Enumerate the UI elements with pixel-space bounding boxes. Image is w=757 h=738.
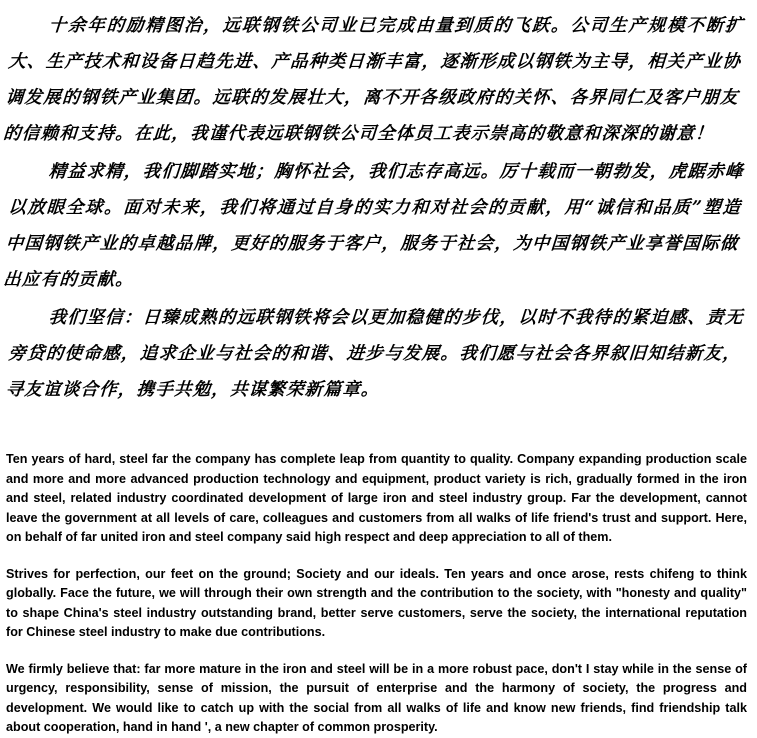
chinese-paragraph-3: 我们坚信：日臻成熟的远联钢铁将会以更加稳健的步伐，以时不我待的紧迫感、责无旁贷的使命感，追求企业与社会的和谐、进步与发展。我们愿与社会各界叙旧知结新友，寻友谊谈合作，携手共勉，共谋繁荣新篇章。 xyxy=(5,308,745,400)
block-divider-space xyxy=(0,410,757,424)
chinese-paragraph-2: 精益求精，我们脚踏实地；胸怀社会，我们志存高远。厉十载而一朝勃发，虎踞赤峰以放眼全球。面对未来，我们将通过自身的实力和对社会的贡献，用“诚信和品质”塑造中国钢铁产业的卓越品牌，更好的服务于客户，服务于社会，为中国钢铁产业享誉国际做出应有的贡献。 xyxy=(2,162,745,290)
english-paragraph-1: Ten years of hard, steel far the company has complete leap from quantity to quality. Company expanding production scale and more and more advanced production technology and equipment, product variety is rich, gradually formed in the iron and steel, related industry coordinated development of large iron and steel industry group. Far the development, cannot leave the government at all levels of care, colleagues and customers from all walks of life friend's trust and support. Here, on behalf of far united iron and steel company said high respect and deep appreciation to all of them. xyxy=(6,452,747,544)
english-paragraph-3: We firmly believe that: far more mature in the iron and steel will be in a more robust pace, don't I stay while in the sense of urgency, responsibility, sense of mission, the pursuit of enterprise and the harmony of society, the progress and development. We would like to catch up with the social from all walks of life and know new friends, find friendship talk about cooperation, hand in hand ', a new chapter of common prosperity. xyxy=(6,661,747,734)
chinese-paragraph-1: 十余年的励精图治，远联钢铁公司业已完成由量到质的飞跃。公司生产规模不断扩大、生产技术和设备日趋先进、产品种类日渐丰富，逐渐形成以钢铁为主导，相关产业协调发展的钢铁产业集团。远联的发展壮大，离不开各级政府的关怀、各界同仁及客户朋友的信赖和支持。在此，我谨代表远联钢铁公司全体员工表示崇高的敬意和深深的谢意！ xyxy=(2,16,745,144)
english-text-block xyxy=(0,424,757,738)
english-paragraph-2: Strives for perfection, our feet on the ground; Society and our ideals. Ten years and once arose, rests chifeng to think globally. Face the future, we will through their own strength and the contribution to the society, with "honesty and quality" to shape China's steel industry outstanding brand, better serve customers, serve the society, the international reputation for Chinese steel industry to make due contributions. xyxy=(6,566,747,639)
